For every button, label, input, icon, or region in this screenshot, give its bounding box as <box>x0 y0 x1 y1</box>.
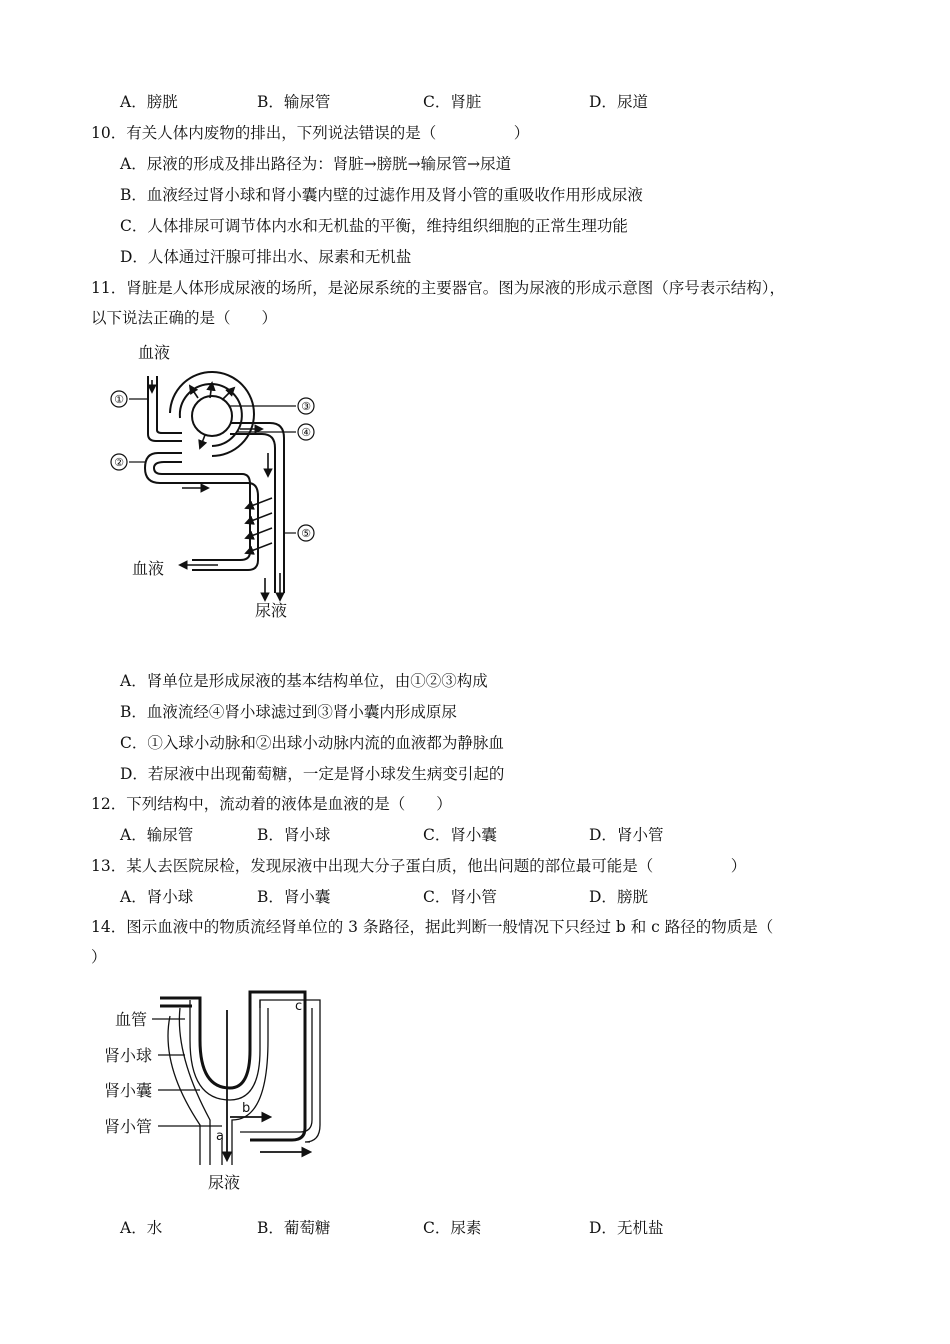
q11-stem-line1: 11．肾脏是人体形成尿液的场所，是泌尿系统的主要器官。图为尿液的形成示意图（序号表示结构）， <box>91 279 785 297</box>
q13-option-a[interactable]: A．肾小球 <box>120 888 194 906</box>
q10-stem: 10．有关人体内废物的排出，下列说法错误的是（ ） <box>91 124 530 142</box>
q9-option-c[interactable]: C．肾脏 <box>423 93 482 111</box>
q12-option-b[interactable]: B．肾小球 <box>257 826 331 844</box>
fig14-path-c: c <box>295 999 303 1014</box>
q14-option-a[interactable]: A．水 <box>120 1219 163 1237</box>
q13-option-c[interactable]: C．肾小管 <box>423 888 497 906</box>
fig11-label-2: ② <box>114 456 124 469</box>
q11-nephron-figure <box>100 338 340 623</box>
q9-option-b[interactable]: B．输尿管 <box>257 93 331 111</box>
q14-stem-line1: 14．图示血液中的物质流经肾单位的 3 条路径，据此判断一般情况下只经过 b 和 c 路径的物质是（ <box>91 918 774 936</box>
q10-option-a[interactable]: A．尿液的形成及排出路径为：肾脏→膀胱→输尿管→尿道 <box>120 155 512 173</box>
q11-option-b[interactable]: B．血液流经④肾小球滤过到③肾小囊内形成原尿 <box>120 703 457 721</box>
fig11-urine: 尿液 <box>255 601 288 620</box>
fig14-label-capsule: 肾小囊 <box>104 1081 153 1100</box>
fig14-label-glomerulus: 肾小球 <box>104 1046 153 1065</box>
fig14-label-tubule: 肾小管 <box>104 1117 153 1136</box>
q10-option-b[interactable]: B．血液经过肾小球和肾小囊内壁的过滤作用及肾小管的重吸收作用形成尿液 <box>120 186 643 204</box>
q12-option-c[interactable]: C．肾小囊 <box>423 826 497 844</box>
q11-option-c[interactable]: C．①入球小动脉和②出球小动脉内流的血液都为静脉血 <box>120 734 504 752</box>
q14-stem-line2: ） <box>91 948 107 966</box>
fig11-blood-in: 血液 <box>138 343 171 362</box>
q12-option-d[interactable]: D．肾小管 <box>589 826 664 844</box>
fig11-blood-out: 血液 <box>132 559 165 578</box>
fig11-label-4: ④ <box>301 426 311 439</box>
fig14-urine: 尿液 <box>208 1173 241 1192</box>
fig14-path-a: a <box>216 1129 224 1144</box>
q12-stem: 12．下列结构中，流动着的液体是血液的是（ ） <box>91 795 452 813</box>
q14-option-d[interactable]: D．无机盐 <box>589 1219 664 1237</box>
q9-option-a[interactable]: A．膀胱 <box>120 93 178 111</box>
q10-option-d[interactable]: D．人体通过汗腺可排出水、尿素和无机盐 <box>120 248 412 266</box>
fig11-label-1: ① <box>114 393 124 406</box>
q13-option-b[interactable]: B．肾小囊 <box>257 888 331 906</box>
q11-option-d[interactable]: D．若尿液中出现葡萄糖，一定是肾小球发生病变引起的 <box>120 765 505 783</box>
fig11-label-5: ⑤ <box>301 527 311 540</box>
q13-stem: 13．某人去医院尿检，发现尿液中出现大分子蛋白质，他出问题的部位最可能是（ ） <box>91 857 747 875</box>
q9-option-d[interactable]: D．尿道 <box>589 93 648 111</box>
fig14-path-b: b <box>242 1101 251 1116</box>
fig14-label-vessel: 血管 <box>115 1010 148 1029</box>
fig11-label-3: ③ <box>301 400 311 413</box>
q14-option-c[interactable]: C．尿素 <box>423 1219 482 1237</box>
q14-nephron-figure <box>100 980 330 1200</box>
q12-option-a[interactable]: A．输尿管 <box>120 826 194 844</box>
q10-option-c[interactable]: C．人体排尿可调节体内水和无机盐的平衡，维持组织细胞的正常生理功能 <box>120 217 628 235</box>
q11-stem-line2: 以下说法正确的是（ ） <box>91 309 278 327</box>
q13-option-d[interactable]: D．膀胱 <box>589 888 648 906</box>
q11-option-a[interactable]: A．肾单位是形成尿液的基本结构单位，由①②③构成 <box>120 672 488 690</box>
q14-option-b[interactable]: B．葡萄糖 <box>257 1219 331 1237</box>
